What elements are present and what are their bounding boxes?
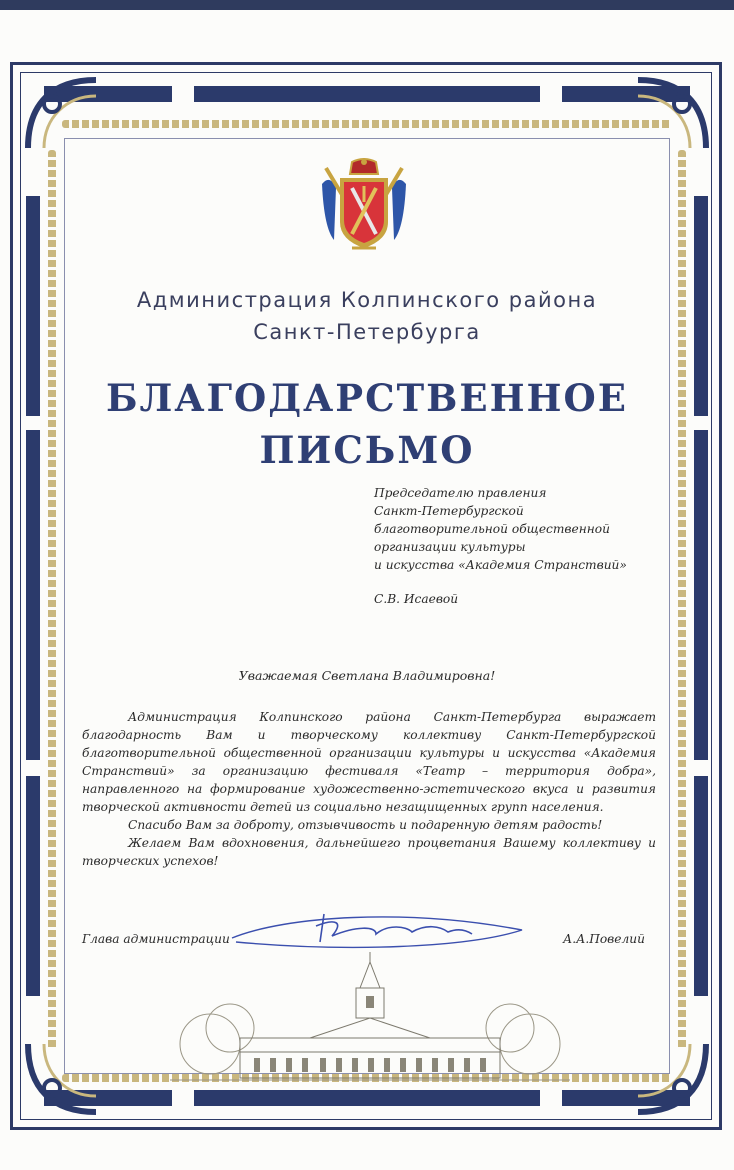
addressee-line: и искусства «Академия Странствий»: [374, 558, 627, 572]
administration-line-2: Санкт-Петербурга: [253, 320, 481, 344]
signatory-name: А.А.Повелий: [563, 932, 645, 946]
corner-ornament-top-left: [22, 74, 102, 154]
administration-heading: [0, 284, 734, 348]
body-paragraph: Спасибо Вам за доброту, отзывчивость и подаренную детям радость!: [128, 818, 603, 832]
scan-top-edge: [0, 0, 734, 10]
title-line-1: БЛАГОДАРСТВЕННОЕ: [106, 376, 628, 420]
corner-ornament-bottom-right: [632, 1038, 712, 1118]
left-band-bottom: [26, 776, 40, 996]
corner-ornament-top-right: [632, 74, 712, 154]
administration-line-1: Администрация Колпинского района: [136, 288, 598, 312]
right-band-bottom: [694, 776, 708, 996]
title-line-2: ПИСЬМО: [259, 428, 475, 472]
corner-ornament-bottom-left: [22, 1038, 102, 1118]
top-chain: [62, 120, 672, 128]
right-band-mid: [694, 430, 708, 760]
body-paragraph: Администрация Колпинского района Санкт-Петербурга выражает благодарность Вам и творческому коллективу Санкт-Петербургской благотворительной общественной организации культуры и искусства «Академия Странствий» за организацию фестиваля «Театр – территория добра», направленного на формирование художественно-эстетического вкуса и развития творческой активности детей из социально незащищенных групп населения.: [82, 710, 656, 814]
signature-label: Глава администрации: [82, 932, 230, 946]
addressee-line: Председателю правления: [374, 486, 547, 500]
letter-body: [82, 708, 656, 870]
addressee-name: С.В. Исаевой: [374, 592, 459, 606]
coat-of-arms-icon: [316, 158, 412, 254]
greeting: Уважаемая Светлана Владимировна!: [238, 668, 496, 683]
letter-title: [0, 372, 734, 476]
bottom-band-center: [194, 1090, 540, 1106]
body-paragraph: Желаем Вам вдохновения, дальнейшего процветания Вашему коллективу и творческих успехов!: [82, 836, 656, 868]
addressee-line: благотворительной общественной: [374, 522, 610, 536]
top-band-center: [194, 86, 540, 102]
addressee-line: Санкт-Петербургской: [374, 504, 524, 518]
building-engraving-icon: [170, 948, 570, 1088]
addressee-line: организации культуры: [374, 540, 526, 554]
left-band-mid: [26, 430, 40, 760]
addressee-block: [374, 484, 644, 608]
